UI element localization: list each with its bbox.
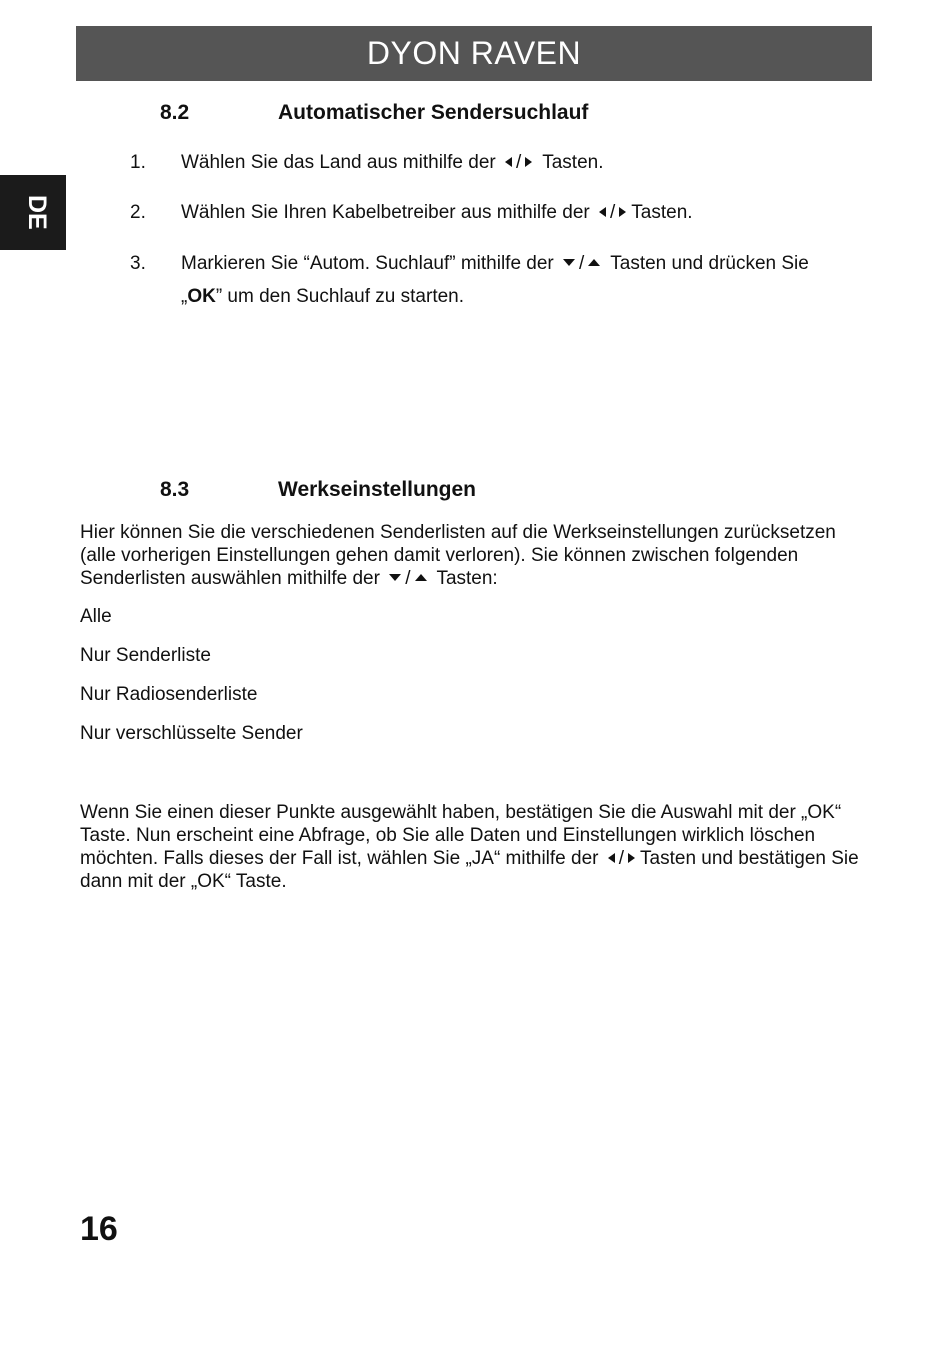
slash: /: [610, 202, 616, 223]
step-number: 1.: [130, 152, 146, 173]
step-text: Markieren Sie “Autom. Suchlauf” mithilfe der: [181, 253, 554, 274]
section-heading-8-3: [160, 478, 476, 502]
language-tab: [0, 175, 66, 250]
step-text-after: Tasten.: [542, 152, 604, 173]
language-tab-label: DE: [23, 195, 51, 230]
list-item: [130, 146, 850, 179]
triangle-right-icon: [628, 853, 635, 863]
section-title: Automatischer Sendersuchlauf: [278, 101, 589, 124]
quote-open: „: [181, 286, 188, 307]
page-number: 16: [80, 1210, 118, 1248]
list-item: Nur verschlüsselte Sender: [80, 723, 303, 744]
closing-paragraph: [80, 801, 870, 893]
section-title: Werkseinstellungen: [278, 478, 477, 501]
slash: /: [579, 253, 585, 274]
step-text: Wählen Sie Ihren Kabelbetreiber aus mithilfe der: [181, 202, 590, 223]
header-bar: [76, 26, 872, 81]
list-item: [130, 196, 850, 229]
triangle-right-icon: [619, 207, 626, 217]
section-number: 8.2: [160, 101, 190, 124]
triangle-left-icon: [505, 157, 512, 167]
closing-text-after: Tasten und bestätigen Sie dann mit der „OK“ Taste.: [80, 848, 859, 892]
list-item: Nur Senderliste: [80, 645, 211, 666]
triangle-right-icon: [525, 157, 532, 167]
closing-text: Wenn Sie einen dieser Punkte ausgewählt haben, bestätigen Sie die Auswahl mit der „OK“ Taste. Nun erscheint eine Abfrage, ob Sie alle Daten und Einstellungen wirklich löschen möchten. Falls dieses der Fall ist, wählen Sie „JA“ mithilfe der: [80, 802, 842, 869]
list-item: [130, 247, 850, 313]
step-text-after: Tasten.: [631, 202, 693, 223]
triangle-up-icon: [415, 574, 427, 581]
list-item: Alle: [80, 606, 112, 627]
triangle-down-icon: [563, 259, 575, 266]
ok-keyword: OK: [187, 286, 216, 307]
step-text-after: Tasten und drücken Sie: [610, 253, 809, 274]
section-heading-8-2: [160, 101, 588, 125]
step-number: 2.: [130, 202, 146, 223]
intro-text: Hier können Sie die verschiedenen Senderlisten auf die Werkseinstellungen zurücksetzen (alle vorherigen Einstellungen gehen damit verloren). Sie können zwischen folgenden Senderlisten auswählen mithilfe der: [80, 522, 836, 589]
step-number: 3.: [130, 253, 146, 274]
list-item: Nur Radiosenderliste: [80, 684, 258, 705]
triangle-down-icon: [389, 574, 401, 581]
step-text: Wählen Sie das Land aus mithilfe der: [181, 152, 496, 173]
header-title: DYON RAVEN: [366, 35, 582, 71]
slash: /: [516, 152, 522, 173]
section-number: 8.3: [160, 478, 190, 501]
intro-paragraph: [80, 521, 870, 590]
step-text-line2: ” um den Suchlauf zu starten.: [215, 286, 465, 307]
intro-text-after: Tasten:: [436, 568, 498, 589]
slash: /: [618, 848, 625, 869]
triangle-left-icon: [608, 853, 615, 863]
triangle-up-icon: [588, 259, 600, 266]
slash: /: [405, 568, 411, 589]
triangle-left-icon: [599, 207, 606, 217]
